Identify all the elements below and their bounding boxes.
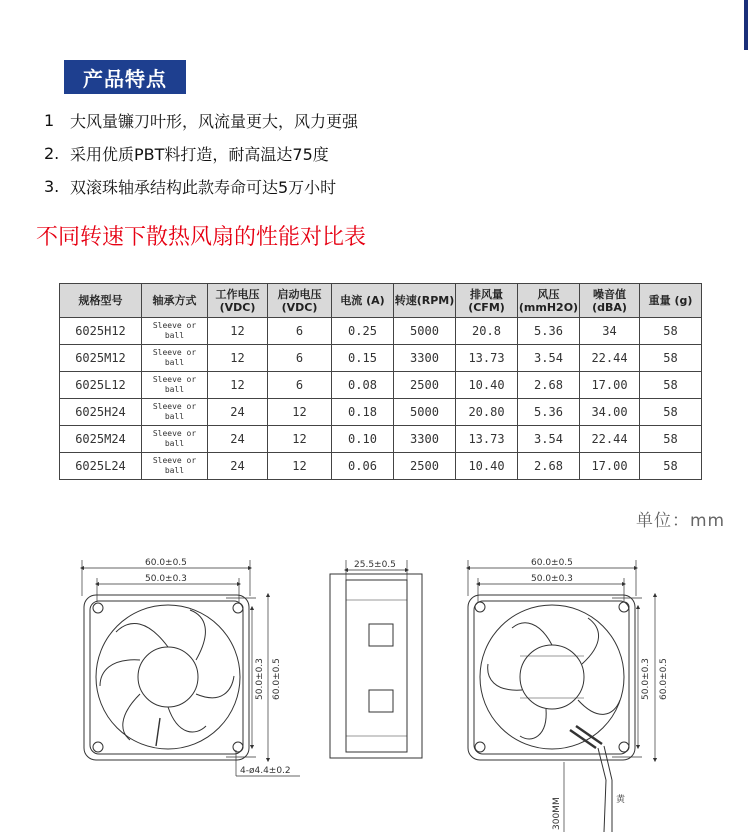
cell-weight: 58 xyxy=(640,453,702,480)
feature-text: 大风量镰刀叶形，风流量更大，风力更强 xyxy=(70,112,359,131)
cell-model: 6025H24 xyxy=(60,399,142,426)
feature-text: 双滚珠轴承结构此款寿命可达5万小时 xyxy=(70,178,337,197)
cell-bearing: Sleeve or ball xyxy=(142,318,208,345)
table-row xyxy=(60,372,702,399)
wire-length-label: 300MM xyxy=(552,797,562,830)
front-hole-vertical-dimension: 50.0±0.3 xyxy=(255,658,265,700)
table-row xyxy=(60,345,702,372)
front-view xyxy=(82,560,300,776)
table-row xyxy=(60,453,702,480)
cell-rpm: 5000 xyxy=(394,318,456,345)
cell-noise: 22.44 xyxy=(580,426,640,453)
cell-bearing: Sleeve or ball xyxy=(142,426,208,453)
cell-model: 6025M12 xyxy=(60,345,142,372)
cell-noise: 34 xyxy=(580,318,640,345)
cell-current: 0.06 xyxy=(332,453,394,480)
cell-voltage: 12 xyxy=(208,345,268,372)
back-height-dimension: 60.0±0.5 xyxy=(659,658,669,700)
front-height-dimension: 60.0±0.5 xyxy=(272,658,282,700)
cell-bearing: Sleeve or ball xyxy=(142,372,208,399)
cell-noise: 17.00 xyxy=(580,372,640,399)
cell-bearing: Sleeve or ball xyxy=(142,345,208,372)
back-view xyxy=(468,560,655,832)
front-hole-spacing-dimension: 50.0±0.3 xyxy=(145,574,187,584)
unit-label: 单位：mm xyxy=(636,511,726,531)
spec-table xyxy=(59,283,702,480)
column-header: 重量 (g) xyxy=(640,284,702,318)
column-header: 启动电压 (VDC) xyxy=(268,284,332,318)
column-header: 转速(RPM) xyxy=(394,284,456,318)
cell-pressure: 2.68 xyxy=(518,453,580,480)
cell-weight: 58 xyxy=(640,372,702,399)
cell-model: 6025H12 xyxy=(60,318,142,345)
column-header: 轴承方式 xyxy=(142,284,208,318)
cell-bearing: Sleeve or ball xyxy=(142,399,208,426)
cell-start-voltage: 12 xyxy=(268,453,332,480)
cell-start-voltage: 6 xyxy=(268,345,332,372)
cell-pressure: 5.36 xyxy=(518,399,580,426)
cell-pressure: 3.54 xyxy=(518,426,580,453)
cell-start-voltage: 6 xyxy=(268,318,332,345)
cell-weight: 58 xyxy=(640,345,702,372)
cell-current: 0.18 xyxy=(332,399,394,426)
cell-start-voltage: 12 xyxy=(268,426,332,453)
side-view xyxy=(330,560,422,758)
cell-voltage: 12 xyxy=(208,318,268,345)
cell-weight: 58 xyxy=(640,426,702,453)
column-header: 工作电压 (VDC) xyxy=(208,284,268,318)
column-header: 规格型号 xyxy=(60,284,142,318)
cell-noise: 34.00 xyxy=(580,399,640,426)
feature-text: 采用优质PBT料打造，耐高温达75度 xyxy=(70,145,329,164)
wire-color-label: 黄 xyxy=(616,795,626,805)
cell-airflow: 20.8 xyxy=(456,318,518,345)
table-row xyxy=(60,318,702,345)
feature-item xyxy=(44,137,358,170)
cell-airflow: 13.73 xyxy=(456,426,518,453)
cell-airflow: 10.40 xyxy=(456,372,518,399)
cell-rpm: 5000 xyxy=(394,399,456,426)
column-header: 排风量 (CFM) xyxy=(456,284,518,318)
front-width-dimension: 60.0±0.5 xyxy=(145,558,187,568)
cell-pressure: 3.54 xyxy=(518,345,580,372)
cell-start-voltage: 12 xyxy=(268,399,332,426)
page-edge-accent xyxy=(744,0,748,50)
cell-model: 6025M24 xyxy=(60,426,142,453)
feature-number: 3. xyxy=(44,177,60,196)
cell-current: 0.10 xyxy=(332,426,394,453)
cell-voltage: 24 xyxy=(208,426,268,453)
cell-voltage: 24 xyxy=(208,453,268,480)
column-header: 噪音值 (dBA) xyxy=(580,284,640,318)
table-header-row xyxy=(60,284,702,318)
table-row xyxy=(60,399,702,426)
table-row xyxy=(60,426,702,453)
cell-airflow: 13.73 xyxy=(456,345,518,372)
fan-dimension-drawing xyxy=(0,540,750,832)
section-title-badge: 产品特点 xyxy=(64,60,186,94)
cell-model: 6025L24 xyxy=(60,453,142,480)
cell-rpm: 3300 xyxy=(394,345,456,372)
cell-start-voltage: 6 xyxy=(268,372,332,399)
feature-list xyxy=(44,104,358,203)
cell-current: 0.08 xyxy=(332,372,394,399)
back-width-dimension: 60.0±0.5 xyxy=(531,558,573,568)
cell-model: 6025L12 xyxy=(60,372,142,399)
feature-number: 1 xyxy=(44,111,55,130)
cell-rpm: 2500 xyxy=(394,453,456,480)
back-hole-spacing-dimension: 50.0±0.3 xyxy=(531,574,573,584)
cell-current: 0.25 xyxy=(332,318,394,345)
cell-airflow: 20.80 xyxy=(456,399,518,426)
cell-rpm: 3300 xyxy=(394,426,456,453)
mounting-hole-callout: 4-ø4.4±0.2 xyxy=(240,766,291,776)
cell-noise: 22.44 xyxy=(580,345,640,372)
cell-airflow: 10.40 xyxy=(456,453,518,480)
side-thickness-dimension: 25.5±0.5 xyxy=(354,560,396,570)
cell-weight: 58 xyxy=(640,399,702,426)
back-hole-vertical-dimension: 50.0±0.3 xyxy=(641,658,651,700)
feature-item xyxy=(44,170,358,203)
cell-pressure: 2.68 xyxy=(518,372,580,399)
feature-number: 2. xyxy=(44,144,60,163)
feature-item xyxy=(44,104,358,137)
cell-voltage: 24 xyxy=(208,399,268,426)
cell-weight: 58 xyxy=(640,318,702,345)
comparison-title: 不同转速下散热风扇的性能对比表 xyxy=(36,225,367,250)
cell-rpm: 2500 xyxy=(394,372,456,399)
cell-bearing: Sleeve or ball xyxy=(142,453,208,480)
cell-current: 0.15 xyxy=(332,345,394,372)
cell-voltage: 12 xyxy=(208,372,268,399)
cell-pressure: 5.36 xyxy=(518,318,580,345)
column-header: 风压 (mmH2O) xyxy=(518,284,580,318)
cell-noise: 17.00 xyxy=(580,453,640,480)
column-header: 电流 (A) xyxy=(332,284,394,318)
